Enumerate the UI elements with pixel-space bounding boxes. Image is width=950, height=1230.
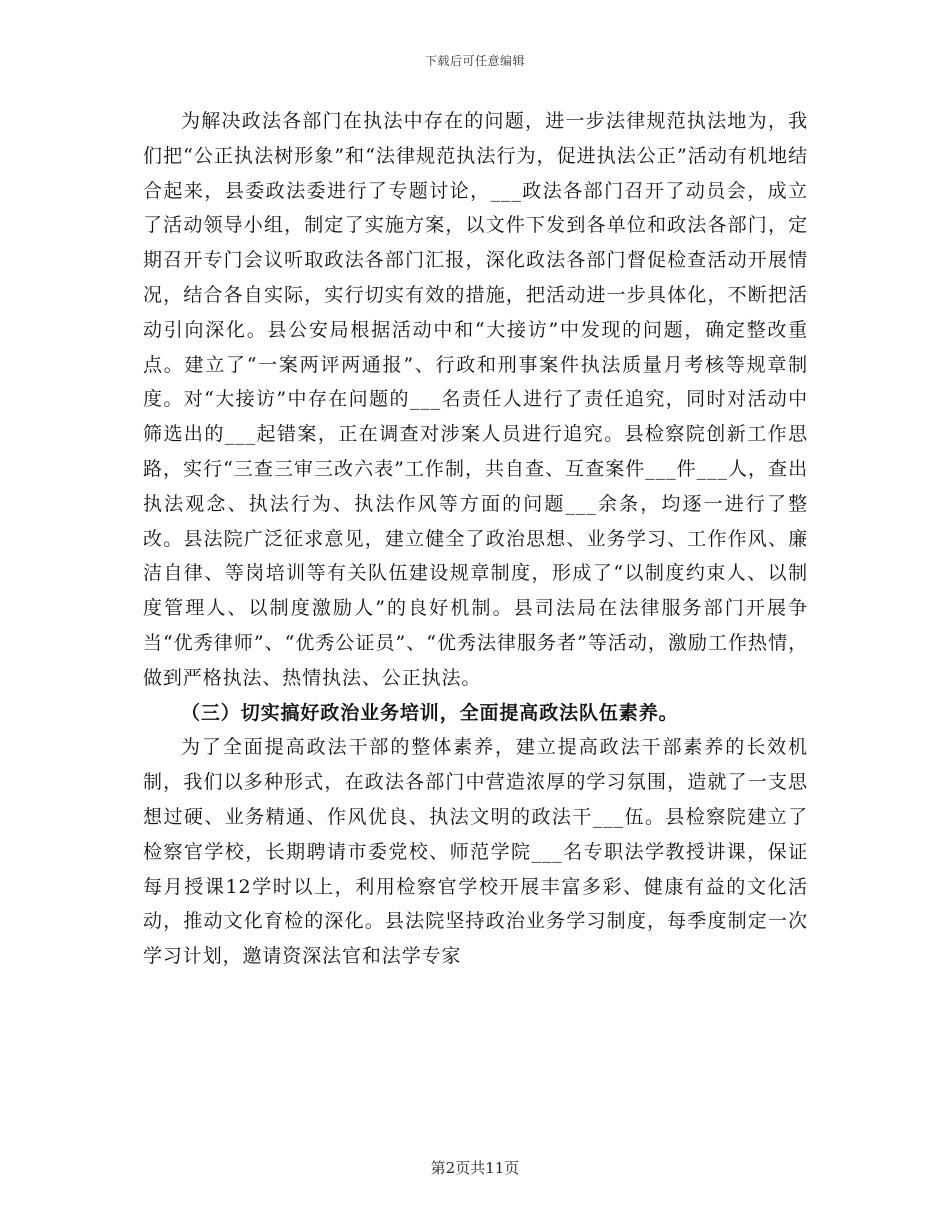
page-footer: 第2页共11页	[430, 1159, 520, 1177]
page-header: 下载后可任意编辑	[424, 54, 525, 68]
body-paragraph: 为了全面提高政法干部的整体素养，建立提高政法干部素养的长效机制，我们以多种形式，在政法各部门中营造浓厚的学习氛围，造就了一支思想过硬、业务精通、作风优良、执法文明的政法干___伍。县检察院建立了检察官学校，长期聘请市委党校、师范学院___名专职法学教授讲课，保证每月授课12学时以上，利用检察官学校开展丰富多彩、健康有益的文化活动，推动文化育检的深化。县法院坚持政治业务学习制度，每季度制定一次学习计划，邀请资深法官和法学专家	[143, 736, 808, 968]
document-body	[143, 104, 808, 974]
section-heading: （三）切实搞好政治业务培训，全面提高政法队伍素养。	[181, 701, 679, 724]
body-paragraph: 为解决政法各部门在执法中存在的问题，进一步法律规范执法地为，我们把“公正执法树形象”和“法律规范执法行为，促进执法公正”活动有机地结合起来，县委政法委进行了专题讨论，___政法各部门召开了动员会，成立了活动领导小组，制定了实施方案，以文件下发到各单位和政法各部门，定期召开专门会议听取政法各部门汇报，深化政法各部门督促检查活动开展情况，结合各自实际，实行切实有效的措施，把活动进一步具体化，不断把活动引向深化。县公安局根据活动中和“大接访”中发现的问题，确定整改重点。建立了“一案两评两通报”、行政和刑事案件执法质量月考核等规章制度。对“大接访”中存在问题的___名责任人进行了责任追究，同时对活动中筛选出的___起错案，正在调查对涉案人员进行追究。县检察院创新工作思路，实行“三查三审三改六表”工作制，共自查、互查案件___件___人，查出执法观念、执法行为、执法作风等方面的问题___余条，均逐一进行了整改。县法院广泛征求意见，建立健全了政治思想、业务学习、工作作风、廉洁自律、等岗培训等有关队伍建设规章制度，形成了“以制度约束人、以制度管理人、以制度激励人”的良好机制。县司法局在法律服务部门开展争当“优秀律师”、“优秀公证员”、“优秀法律服务者”等活动，激励工作热情，做到严格执法、热情执法、公正执法。	[143, 110, 808, 689]
